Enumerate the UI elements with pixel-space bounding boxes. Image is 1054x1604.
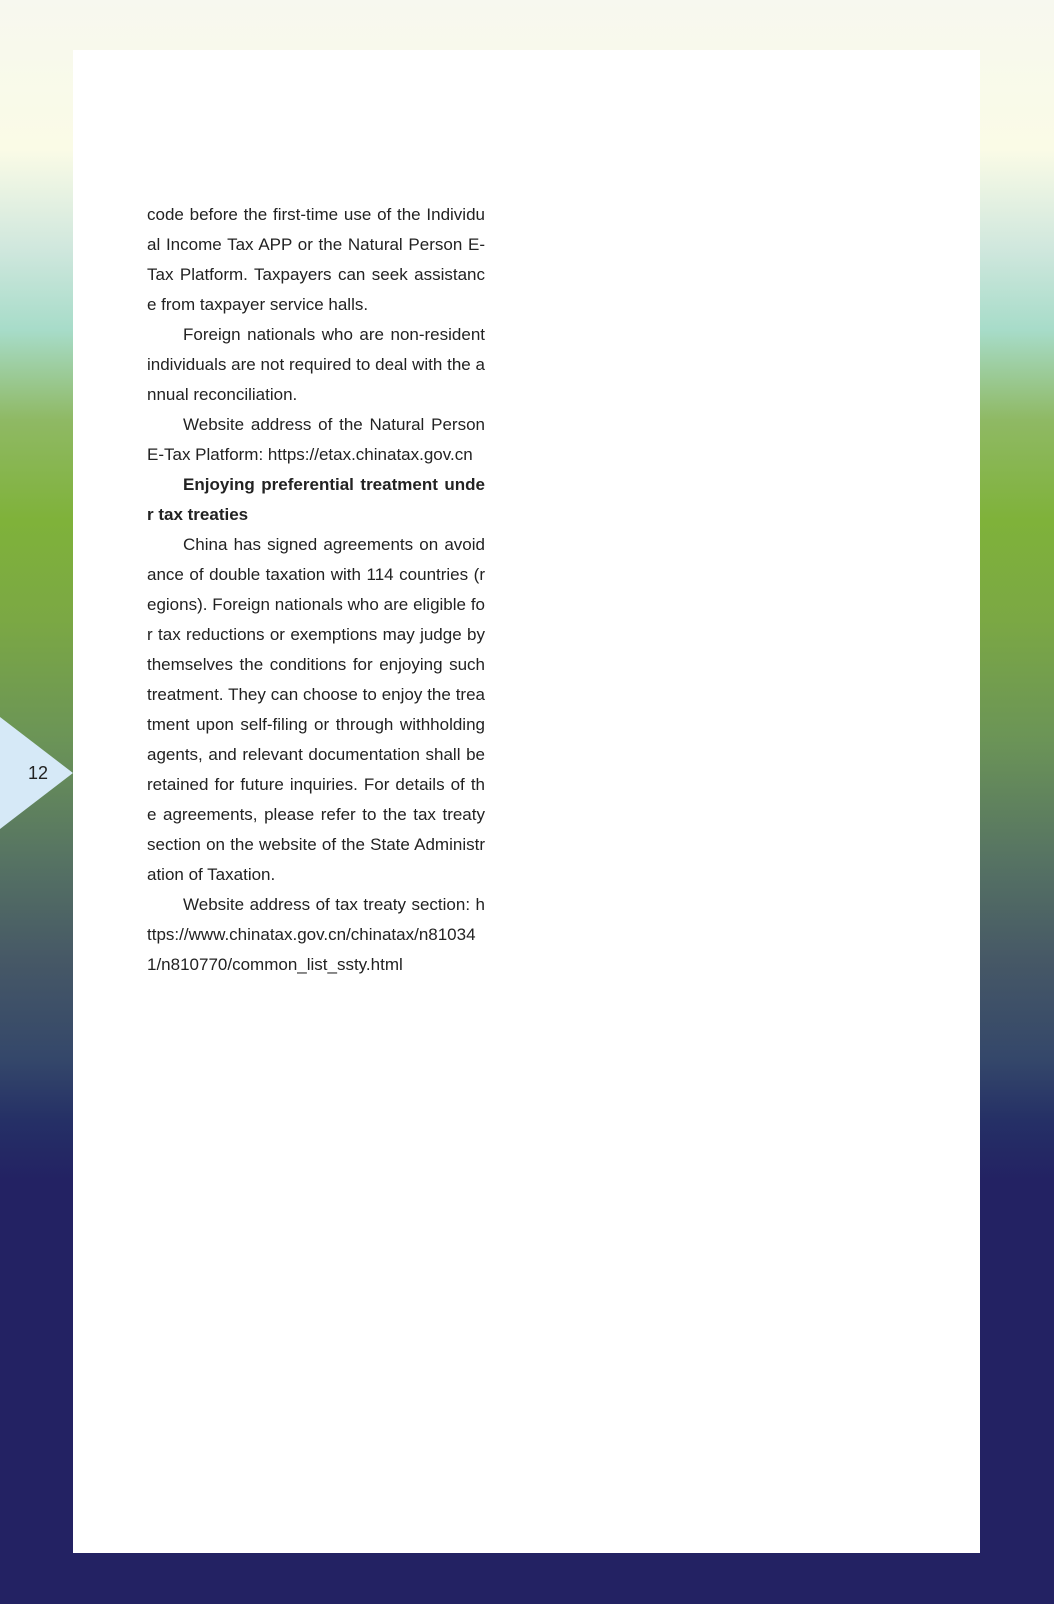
paragraph-etax-website: Website address of the Natural Person E-Tax Platform: https://etax.chinatax.gov.cn <box>147 415 485 464</box>
text-column <box>147 200 485 980</box>
section-heading: Enjoying preferential treatment under tax treaties <box>147 475 485 524</box>
paragraph-treaty-website: Website address of tax treaty section: https://www.chinatax.gov.cn/chinatax/n810341/n810770/common_list_ssty.html <box>147 895 485 974</box>
paragraph-tax-treaties: China has signed agreements on avoidance of double taxation with 114 countries (regions). Foreign nationals who are eligible for tax reductions or exemptions may judge by themselves the conditions for enjoying such treatment. They can choose to enjoy the treatment upon self-filing or through withholding agents, and relevant documentation shall be retained for future inquiries. For details of the agreements, please refer to the tax treaty section on the website of the State Administration of Taxation. <box>147 535 485 884</box>
paragraph-non-resident: Foreign nationals who are non-resident individuals are not required to deal with the annual reconciliation. <box>147 325 485 404</box>
page-number: 12 <box>28 763 49 783</box>
paragraph-continued: code before the first-time use of the Individual Income Tax APP or the Natural Person E-Tax Platform. Taxpayers can seek assistance from taxpayer service halls. <box>147 205 485 314</box>
document-page <box>73 50 980 1553</box>
